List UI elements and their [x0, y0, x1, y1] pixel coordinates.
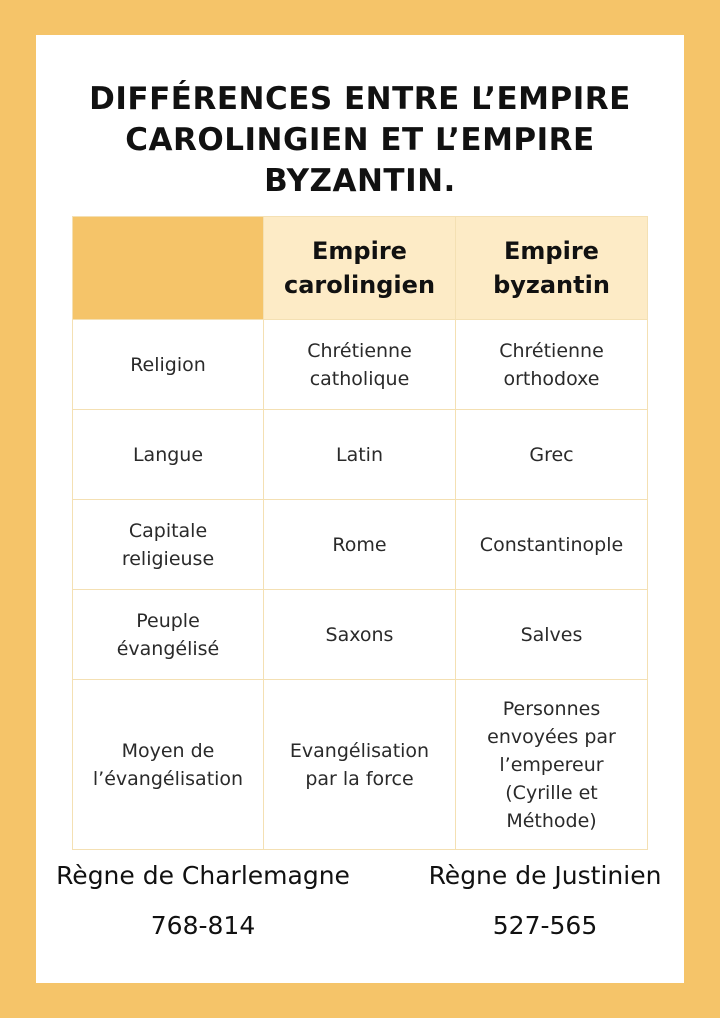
- cell-carolingien: Saxons: [264, 590, 456, 680]
- table-row: [73, 680, 648, 850]
- row-label: Moyen de l’évangélisation: [73, 680, 264, 850]
- table-row: [73, 590, 648, 680]
- cell-carolingien: Latin: [264, 410, 456, 500]
- reign-charlemagne-dates: 768-814: [150, 911, 256, 940]
- cell-carolingien: Evangélisation par la force: [264, 680, 456, 850]
- cell-carolingien: Rome: [264, 500, 456, 590]
- table-row: [73, 500, 648, 590]
- cell-byzantin: Salves: [456, 590, 648, 680]
- header-corner-cell: [73, 217, 264, 320]
- cell-byzantin: Chrétienne orthodoxe: [456, 320, 648, 410]
- table-row: [73, 410, 648, 500]
- cell-byzantin: Grec: [456, 410, 648, 500]
- poster-title: DIFFÉRENCES ENTRE L’EMPIRE CAROLINGIEN ET L’EMPIRE BYZANTIN.: [89, 81, 631, 199]
- poster-card: [36, 35, 684, 983]
- cell-byzantin: Constantinople: [456, 500, 648, 590]
- comparison-table: [72, 216, 648, 850]
- header-carolingien: Empire carolingien: [264, 217, 456, 320]
- row-label: Peuple évangélisé: [73, 590, 264, 680]
- reign-justinien-dates: 527-565: [492, 911, 598, 940]
- row-label: Religion: [73, 320, 264, 410]
- reign-charlemagne-label: Règne de Charlemagne: [56, 861, 350, 890]
- cell-carolingien: Chrétienne catholique: [264, 320, 456, 410]
- row-label: Capitale religieuse: [73, 500, 264, 590]
- reign-justinien-label: Règne de Justinien: [428, 861, 662, 890]
- header-byzantin: Empire byzantin: [456, 217, 648, 320]
- table-row: [73, 320, 648, 410]
- cell-byzantin: Personnes envoyées par l’empereur (Cyrille et Méthode): [456, 680, 648, 850]
- row-label: Langue: [73, 410, 264, 500]
- table-header-row: [73, 217, 648, 320]
